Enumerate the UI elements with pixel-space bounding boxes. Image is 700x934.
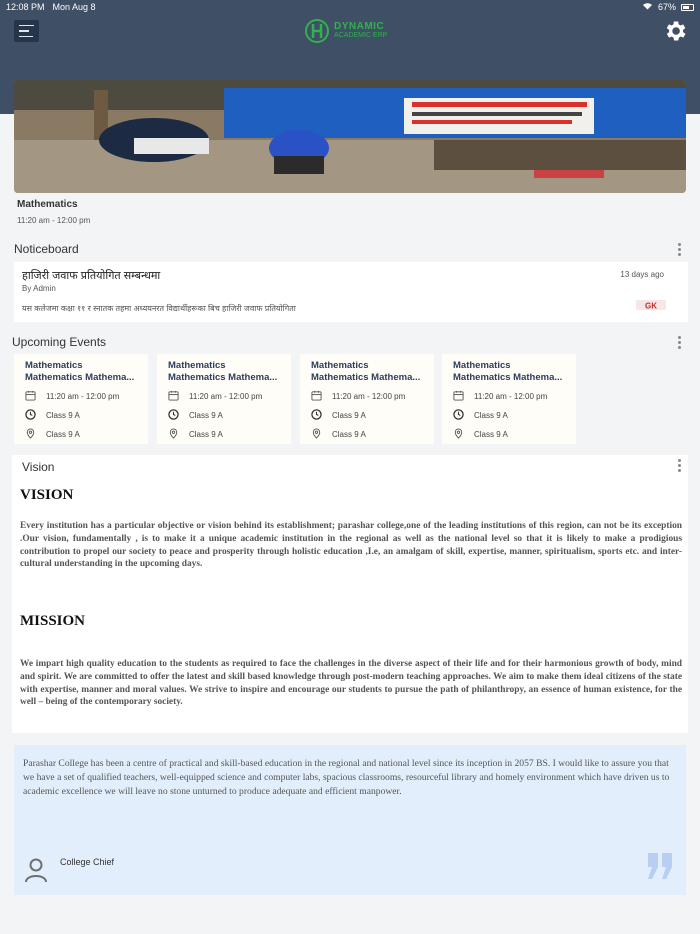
calendar-icon — [25, 390, 36, 403]
logo-title: DYNAMIC — [334, 21, 385, 32]
chief-name: College Chief — [60, 857, 115, 867]
status-date: Mon Aug 8 — [52, 2, 96, 12]
event-location: Class 9 A — [46, 430, 80, 439]
event-time: 11:20 am - 12:00 pm — [332, 392, 406, 401]
event-class: Class 9 A — [46, 411, 80, 420]
battery-percent: 67% — [657, 2, 676, 12]
noticeboard-title: Noticeboard — [14, 242, 79, 256]
calendar-icon — [168, 390, 179, 403]
event-location: Class 9 A — [332, 430, 366, 439]
user-icon — [24, 857, 48, 883]
vision-card — [12, 455, 688, 733]
menu-button[interactable] — [14, 20, 39, 42]
notice-description: यस कलेजमा कक्षा ११ र स्नातक तहमा अध्ययनरत विद्यार्थीहरूका बिच हाजिरी जवाफ प्रतियोगिता — [22, 304, 296, 313]
app-logo — [304, 18, 387, 44]
event-name: Mathematics Mathema... — [168, 372, 278, 383]
event-time: 11:20 am - 12:00 pm — [474, 392, 548, 401]
events-more-icon[interactable] — [673, 334, 685, 350]
noticeboard-more-icon[interactable] — [673, 241, 685, 257]
wifi-icon — [642, 2, 653, 12]
clock-icon — [25, 409, 36, 422]
event-card[interactable] — [14, 354, 148, 444]
calendar-icon — [311, 390, 322, 403]
notice-thumbnail-icon — [636, 298, 666, 312]
notice-author: By Admin — [22, 284, 56, 293]
event-class: Class 9 A — [332, 411, 366, 420]
vision-heading: VISION — [20, 487, 74, 503]
notice-item[interactable] — [14, 262, 688, 322]
vision-more-icon[interactable] — [673, 457, 685, 473]
event-name: Mathematics Mathema... — [311, 372, 421, 383]
gear-icon[interactable] — [662, 18, 688, 44]
location-icon — [453, 428, 464, 441]
notice-title: हाजिरी जवाफ प्रतियोगित सम्बन्धमा — [22, 270, 161, 282]
event-name: Mathematics Mathema... — [25, 372, 135, 383]
app-header — [0, 14, 700, 50]
event-card[interactable] — [300, 354, 434, 444]
mission-text: We impart high quality education to the students as required to face the challenges in the diverse aspect of their life and for their harmonious growth of body, mind and spirit. We are committed to offer the latest and skill based knowledge through post-modern teaching approaches. We aim to make them ideal citizens of the state with expertise, manner and moral values. We strive to inspire and encourage our students to pursue the path of philanthropy, an essence of human existence, for the well – being of the contemporary society. — [20, 659, 682, 708]
clock-icon — [311, 409, 322, 422]
clock-icon — [453, 409, 464, 422]
events-title: Upcoming Events — [12, 335, 107, 349]
event-subject: Mathematics — [168, 360, 226, 371]
location-icon — [25, 428, 36, 441]
mission-heading: MISSION — [20, 613, 86, 629]
event-subject: Mathematics — [311, 360, 369, 371]
chief-message-card — [14, 745, 686, 895]
event-time: 11:20 am - 12:00 pm — [46, 392, 120, 401]
location-icon — [311, 428, 322, 441]
logo-mark-icon — [304, 18, 330, 44]
event-time: 11:20 am - 12:00 pm — [189, 392, 263, 401]
banner-image[interactable] — [14, 80, 686, 193]
banner-time: 11:20 am - 12:00 pm — [17, 216, 91, 225]
clock-icon — [168, 409, 179, 422]
event-card[interactable] — [442, 354, 576, 444]
calendar-icon — [453, 390, 464, 403]
logo-subtitle: ACADEMIC ERP — [334, 32, 388, 39]
event-card[interactable] — [157, 354, 291, 444]
vision-text: Every institution has a particular objective or vision behind its establishment; parashar college,one of the leading institutions of this region, can not be its exception .Our vision, fundamentally , is to make it a unique academic institution in the regional as well as the national level so that it is likely to make a prodigious contribution to propel our society to peace and prosperity through holistic education ,I.e, an amalgam of skill, expertise, manner, spiritualism, sports etc. and inter-cultural understanding in the upcoming days. — [20, 521, 682, 570]
svg-text:GK: GK — [645, 301, 657, 311]
vision-card-title: Vision — [22, 460, 55, 474]
chief-message: Parashar College has been a centre of practical and skill-based education in the regional and national level since its inception in 2057 BS. I would like to assure you that we have a set of qualified teachers, well-equipped science and computer labs, spacious classrooms, resourceful library and homely environment which have driven us to academic excellence we will leave no stone unturned to produce adequate and efficient manpower. — [23, 758, 670, 798]
banner-title: Mathematics — [17, 199, 78, 210]
notice-age: 13 days ago — [620, 270, 664, 279]
quote-icon — [646, 853, 674, 879]
event-name: Mathematics Mathema... — [453, 372, 563, 383]
event-class: Class 9 A — [189, 411, 223, 420]
event-location: Class 9 A — [189, 430, 223, 439]
event-subject: Mathematics — [453, 360, 511, 371]
status-time: 12:08 PM — [6, 2, 45, 12]
event-subject: Mathematics — [25, 360, 83, 371]
battery-icon — [681, 4, 694, 11]
status-bar — [0, 0, 700, 14]
event-class: Class 9 A — [474, 411, 508, 420]
location-icon — [168, 428, 179, 441]
event-location: Class 9 A — [474, 430, 508, 439]
